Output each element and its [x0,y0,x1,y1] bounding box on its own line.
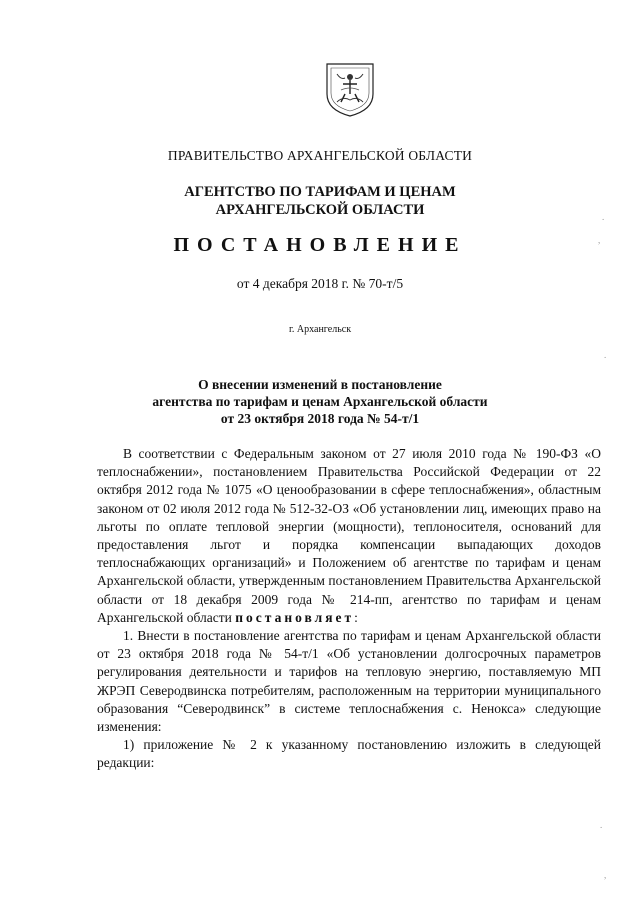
scan-speck: , [604,870,607,880]
subject-line: О внесении изменений в постановление [198,377,442,392]
coat-of-arms-emblem-icon [323,60,377,118]
scan-speck: . [600,820,603,830]
body-paragraph: 1) приложение № 2 к указанному постановлению изложить в следующей редакции: [97,737,601,771]
document-body [97,445,601,773]
agency-title-line: АГЕНТСТВО ПО ТАРИФАМ И ЦЕНАМ [184,184,456,200]
document-city: г. Архангельск [288,324,352,335]
body-paragraph: 1. Внести в постановление агентства по тарифам и ценам Архангельской области от 23 октября 2018 года № 54-т/1 «Об установлении долгосрочных параметров регулирования деятельности и тарифов на тепловую энергию, поставляемую МП ЖРЭП Северодвинска потребителям, расположенным на территории муниципального образования “Северодвинск” в системе теплоснабжения с. Ненокса» следующие изменения: [97,628,601,735]
body-paragraph [97,445,601,627]
government-title: ПРАВИТЕЛЬСТВО АРХАНГЕЛЬСКОЙ ОБЛАСТИ [167,148,473,163]
document-type-heading: ПОСТАНОВЛЕНИЕ [173,234,467,256]
decree-keyword: постановляет [235,609,355,625]
subject-line: от 23 октября 2018 года № 54-т/1 [220,411,420,426]
scan-speck: . [604,350,607,360]
scan-speck: . [602,212,605,222]
subject-line: агентства по тарифам и ценам Архангельской области [152,394,488,409]
document-date-number: от 4 декабря 2018 г. № 70-т/5 [236,276,404,291]
agency-title-line: АРХАНГЕЛЬСКОЙ ОБЛАСТИ [215,202,425,218]
scan-speck: , [598,235,601,245]
paragraph-text: В соответствии с Федеральным законом от 27 июля 2010 года № 190-ФЗ «О теплоснабжении», постановлением Правительства Российской Федерации от 22 октября 2012 года № 1075 «О ценообразовании в сфере теплоснабжения», областным законом от 02 июля 2012 года № 512-32-ОЗ «Об установлении лиц, имеющих право на льготы по оплате тепловой энергии (мощности), теплоносителя, оснований для предоставления льгот и порядка компенсации выпадающих доходов теплоснабжающих организаций» и Положением об агентстве по тарифам и ценам Архангельской области, утвержденным постановлением Правительства Архангельской области от 18 декабря 2009 года № 214-пп, агентство по тарифам и ценам Архангельской области [97,446,601,625]
paragraph-punctuation: : [354,609,358,625]
document-subject [0,376,640,427]
agency-title [0,183,640,219]
